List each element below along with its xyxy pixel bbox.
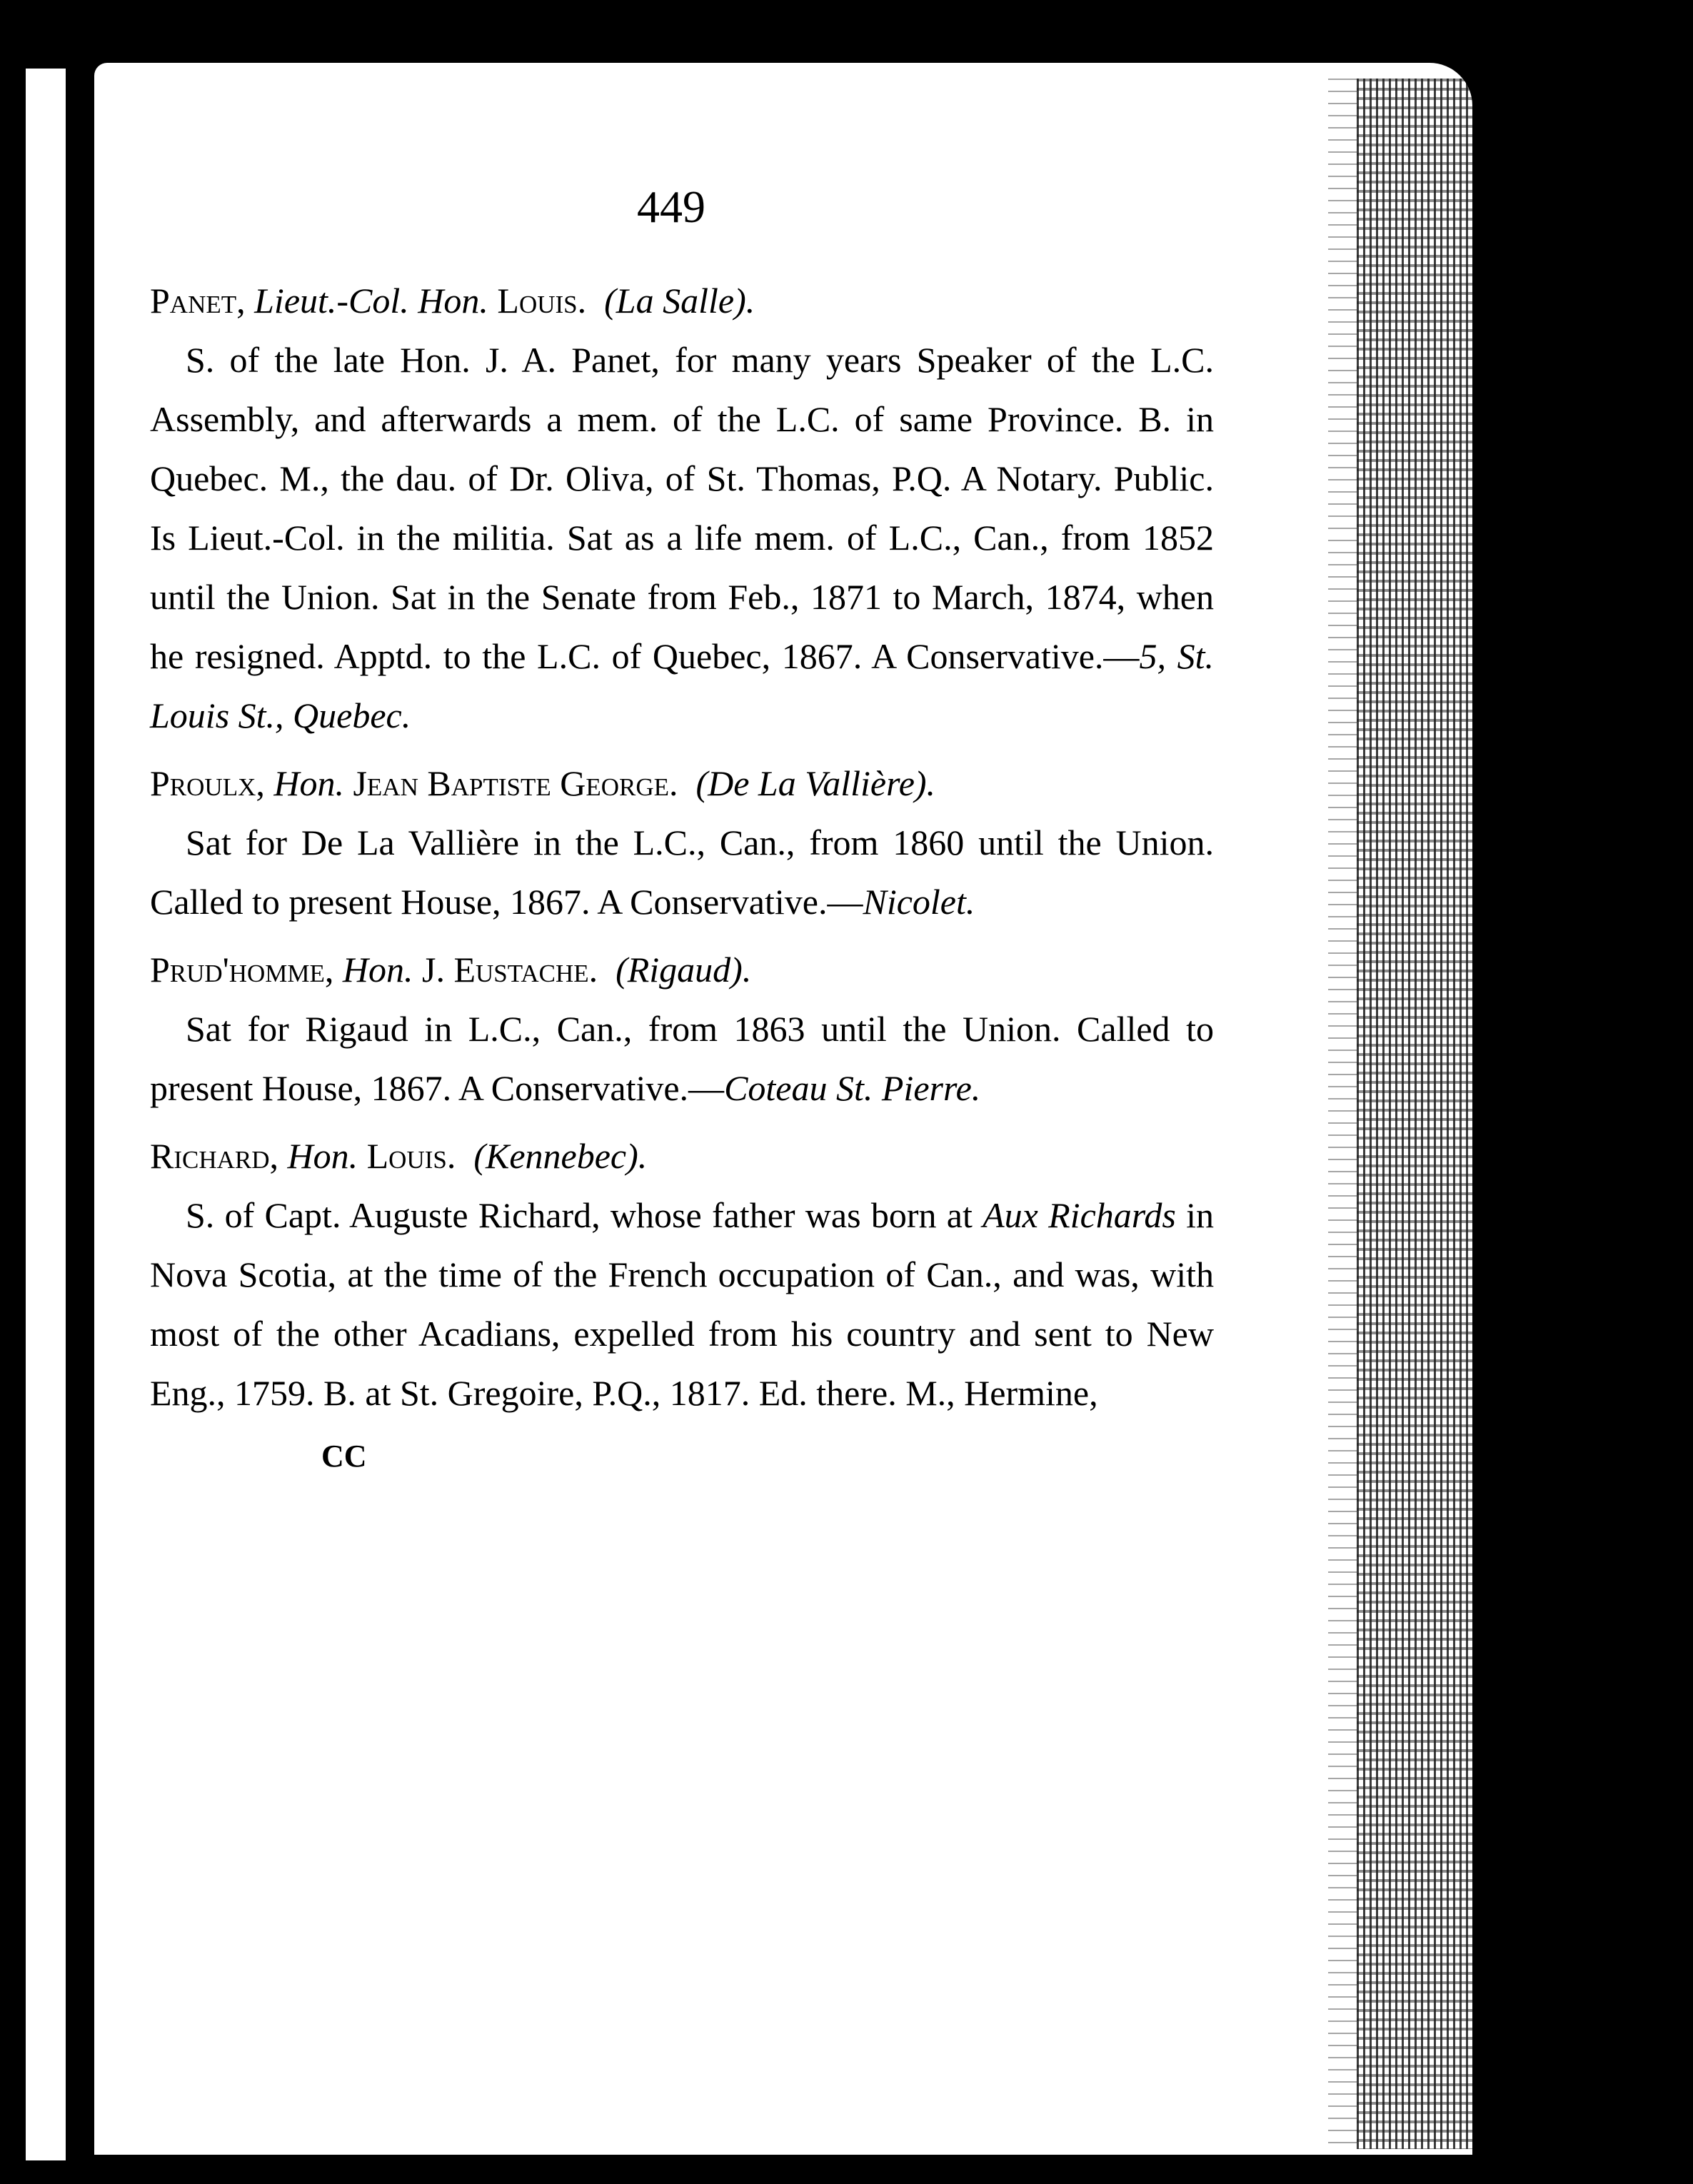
entry-heading <box>150 754 1214 813</box>
entry-given-name: J. Eustache. <box>422 950 598 990</box>
entry-given-name: Jean Baptiste George. <box>353 763 678 803</box>
entry-title: Hon. <box>287 1136 358 1176</box>
entry-heading <box>150 271 1214 331</box>
entry-address: Nicolet. <box>863 882 975 922</box>
entry-surname: Richard, <box>150 1136 279 1176</box>
entry-heading <box>150 940 1214 1000</box>
entry-proulx <box>150 754 1214 932</box>
entry-body <box>150 331 1214 745</box>
printer-signature-mark: CC <box>321 1439 367 1474</box>
page-edge-shadow <box>1328 79 1357 2149</box>
entry-title: Hon. <box>273 763 344 803</box>
entry-body-text-cont: in Nova Scotia, at the time of the French occupation of Can., and was, with most of the other Acadians, expelled from his country and sent to New Eng., 1759. B. at St. Gregoire, P.Q., 1817. Ed. there. M., Hermine, <box>150 1195 1214 1413</box>
left-border-strip <box>26 69 66 2160</box>
entry-surname: Panet, <box>150 281 246 321</box>
entry-body <box>150 813 1214 932</box>
entry-constituency: (La Salle). <box>604 281 755 321</box>
entry-title: Hon. <box>342 950 413 990</box>
entry-body <box>150 1186 1214 1423</box>
entry-body <box>150 1000 1214 1118</box>
entry-body-text: Sat for De La Vallière in the L.C., Can., from 1860 until the Union. Called to present House, 1867. A Conservative.— <box>150 822 1214 922</box>
entry-body-text: Sat for Rigaud in L.C., Can., from 1863 until the Union. Called to present House, 1867. A Conservative.— <box>150 1009 1214 1108</box>
entry-address: 5, St. Louis St., Quebec. <box>150 636 1214 735</box>
entry-place-italic: Aux Richards <box>983 1195 1176 1235</box>
entry-body-text: S. of the late Hon. J. A. Panet, for many years Speaker of the L.C. Assembly, and afterwards a mem. of the L.C. of same Province. B. in Quebec. M., the dau. of Dr. Oliva, of St. Thomas, P.Q. A Notary. Public. Is Lieut.-Col. in the militia. Sat as a life mem. of L.C., Can., from 1852 until the Union. Sat in the Senate from Feb., 1871 to March, 1874, when he resigned. Apptd. to the L.C. of Quebec, 1867. A Conservative.— <box>150 340 1214 676</box>
entry-given-name: Louis. <box>366 1136 456 1176</box>
entry-constituency: (Kennebec). <box>473 1136 648 1176</box>
page-text <box>150 178 1214 1481</box>
entry-heading <box>150 1127 1214 1186</box>
entry-constituency: (Rigaud). <box>616 950 752 990</box>
entry-given-name: Louis. <box>497 281 587 321</box>
entry-body-text: S. of Capt. Auguste Richard, whose father was born at <box>186 1195 983 1235</box>
page-edge-speckle <box>1357 79 1485 2149</box>
entry-title: Lieut.-Col. Hon. <box>254 281 488 321</box>
entry-richard <box>150 1127 1214 1423</box>
entry-constituency: (De La Vallière). <box>695 763 936 803</box>
entry-surname: Proulx, <box>150 763 265 803</box>
page-number: 449 <box>637 181 705 232</box>
entry-prudhomme <box>150 940 1214 1118</box>
entry-surname: Prud'homme, <box>150 950 334 990</box>
entry-address: Coteau St. Pierre. <box>724 1068 981 1108</box>
entry-panet <box>150 271 1214 745</box>
